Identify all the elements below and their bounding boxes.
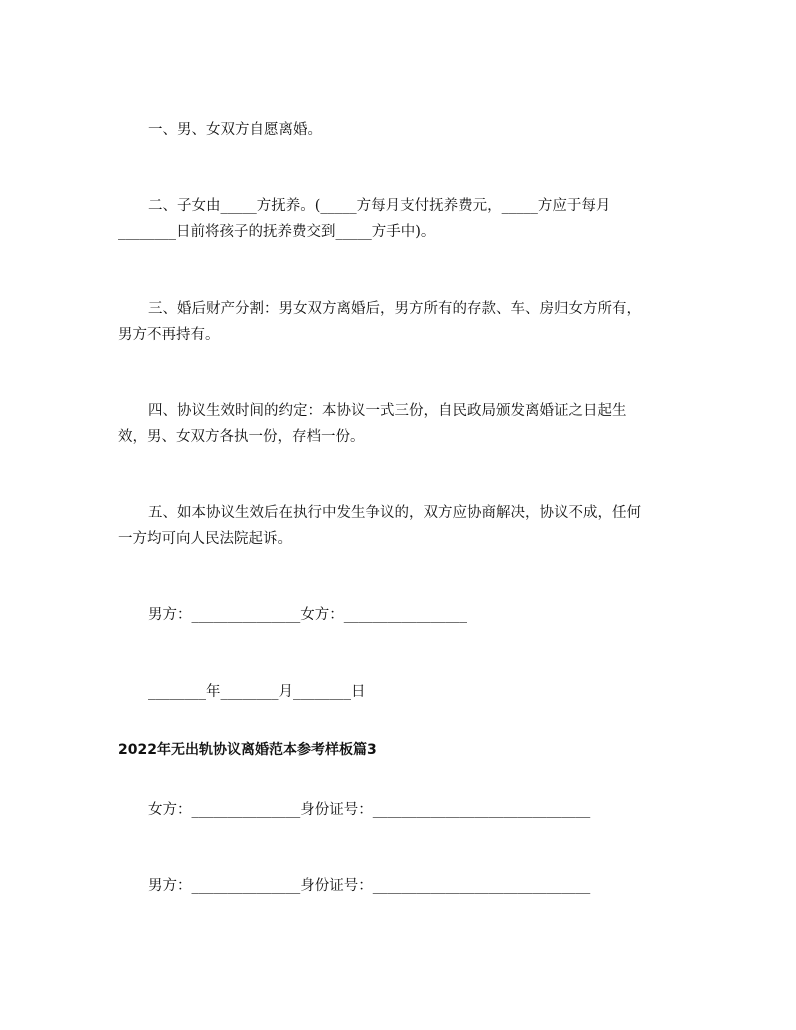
clause-3-line-1: 三、婚后财产分割：男女双方离婚后，男方所有的存款、车、房归女方所有，	[148, 301, 641, 317]
clause-4-line-1: 四、协议生效时间的约定：本协议一式三份，自民政局颁发离婚证之日起生	[148, 403, 627, 419]
female-party-id-line: 女方：_______________身份证号：______________________________	[148, 802, 591, 818]
clause-1: 一、男、女双方自愿离婚。	[148, 122, 322, 138]
clause-4-line-2: 效，男、女双方各执一份，存档一份。	[118, 429, 365, 445]
male-party-id-line: 男方：_______________身份证号：______________________________	[148, 878, 591, 894]
section-3-title: 2022年无出轨协议离婚范本参考样板篇3	[118, 742, 377, 758]
clause-5-line-2: 一方均可向人民法院起诉。	[118, 531, 292, 547]
clause-2-line-1: 二、子女由_____方抚养。(_____方每月支付抚养费元，_____方应于每月	[148, 198, 611, 214]
signature-parties: 男方：_______________女方：_________________	[148, 607, 467, 623]
clause-5-line-1: 五、如本协议生效后在执行中发生争议的，双方应协商解决，协议不成，任何	[148, 505, 641, 521]
clause-2-line-2: ________日前将孩子的抚养费交到_____方手中)。	[118, 224, 436, 240]
signature-date: ________年________月________日	[148, 684, 366, 700]
clause-3-line-2: 男方不再持有。	[118, 327, 220, 343]
